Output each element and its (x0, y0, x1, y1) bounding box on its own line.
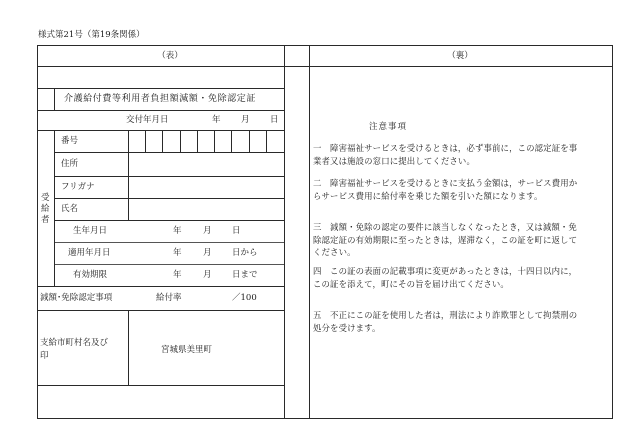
front-line (37, 310, 284, 311)
note-item: 四 この証の表面の記載事項に変更があったときは，十四日以内に，この証を添えて，町にその旨を届け出てください。 (313, 266, 578, 289)
recipient-label-char: 受 (41, 193, 50, 203)
seal-label: 印 (40, 351, 49, 361)
number-box-line (266, 130, 267, 152)
recipient-label-char: 給 (41, 204, 50, 214)
valid-month-unit: 月 (203, 270, 212, 280)
number-box-line (214, 130, 215, 152)
center-divider-left (284, 45, 285, 419)
front-line (54, 176, 284, 177)
birth-month-unit: 月 (203, 226, 212, 236)
note-item: 三 減額・免除の認定の要件に該当しなくなったとき，又は減額・免除認定証の有効期限に至ったときは，遅滞なく，この証を町に返してください。 (313, 222, 578, 258)
front-line (37, 286, 284, 287)
front-line (54, 220, 284, 221)
form-number: 様式第21号（第19条関係） (38, 30, 145, 40)
valid-until-label: 有効期限 (73, 270, 108, 280)
birth-day-unit: 日 (232, 226, 241, 236)
title-left-line (54, 88, 55, 110)
front-line (54, 198, 284, 199)
birth-year-unit: 年 (173, 226, 182, 236)
number-box-line (145, 130, 146, 152)
number-box-line (197, 130, 198, 152)
front-line (54, 152, 284, 153)
number-box-line (162, 130, 163, 152)
municipality-divider (128, 310, 129, 385)
front-line (54, 242, 284, 243)
valid-until-unit: 日まで (232, 270, 258, 280)
recipient-divider (54, 130, 55, 286)
front-line (37, 130, 284, 131)
benefit-rate-label: 給付率 (156, 293, 182, 303)
front-line (54, 264, 284, 265)
front-line (37, 110, 284, 111)
number-box-line (249, 130, 250, 152)
municipality-label: 支給市町村名及び (40, 338, 109, 348)
number-label: 番号 (61, 136, 79, 146)
field-label-divider (128, 130, 129, 220)
number-box-line (180, 130, 181, 152)
front-line (37, 385, 284, 386)
note-item: 五 不正にこの証を使用した者は，刑法により詐欺罪として拘禁刑の処分を受けます。 (313, 310, 578, 333)
applicable-date-label: 適用年月日 (68, 248, 111, 258)
front-side-label: （表） (157, 51, 183, 61)
name-label: 氏名 (61, 204, 79, 214)
back-side-label: （裏） (447, 51, 473, 61)
issue-date-label: 交付年月日 (126, 115, 169, 125)
applicable-from-unit: 日から (232, 248, 258, 258)
header-divider (37, 66, 613, 67)
issue-date-month: 月 (241, 115, 250, 125)
note-item: 一 障害福祉サービスを受けるときは，必ず事前に，この認定証を事業者又は施設の窓口に提出してください。 (313, 143, 578, 166)
note-item: 二 障害福祉サービスを受けるときに支払う金額は，サービス費用からサービス費用に給付率を乗じた額を引いた額になります。 (313, 178, 578, 201)
applicable-month-unit: 月 (203, 248, 212, 258)
certificate-title: 介護給付費等利用者負担額減額・免除認定証 (64, 94, 257, 104)
address-label: 住所 (61, 159, 79, 169)
applicable-year-unit: 年 (173, 248, 182, 258)
municipality-name: 宮城県美里町 (161, 345, 213, 355)
center-divider-right (309, 45, 310, 419)
benefit-rate-suffix: ／100 (232, 293, 257, 303)
number-box-line (231, 130, 232, 152)
issue-date-day: 日 (270, 115, 279, 125)
notes-heading: 注意事項 (369, 122, 408, 132)
valid-year-unit: 年 (173, 270, 182, 280)
issue-date-year: 年 (212, 115, 221, 125)
front-line (37, 88, 284, 89)
recipient-label-char: 者 (41, 215, 50, 225)
birth-date-label: 生年月日 (73, 226, 108, 236)
furigana-label: フリガナ (61, 182, 95, 192)
reduction-label: 減額･免除認定事項 (40, 293, 113, 303)
recipient-label (41, 193, 50, 226)
